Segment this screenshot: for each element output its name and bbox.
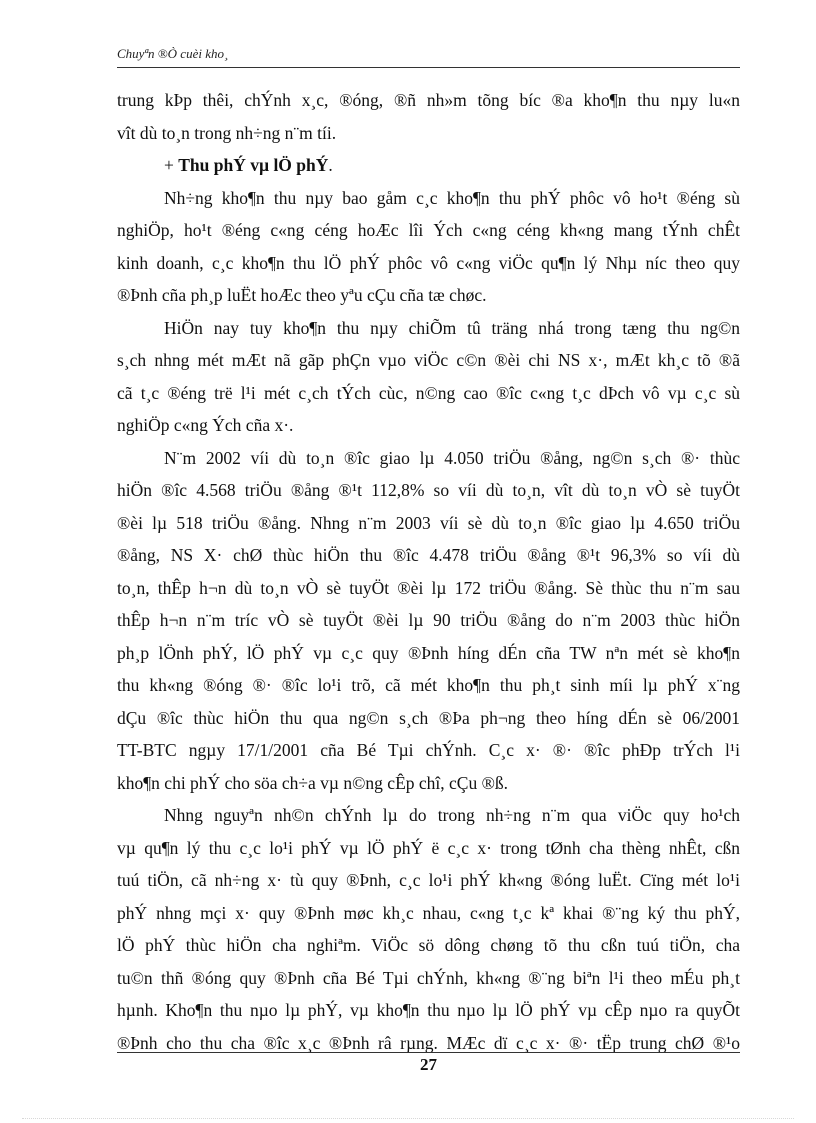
text-line: ®èi lµ 518 triÖu ®ång. Nhng n¨m 2003 víi sè dù to¸n ®îc giao lµ 4.650 triÖu [117, 512, 740, 533]
text-line: cã t¸c ®éng trë l¹i mét c¸ch tÝch cùc, n©ng cao ®îc c«ng t¸c dÞch vô vµ c¸c sù [117, 382, 740, 403]
text-line: nghiÖp, ho¹t ®éng c«ng céng hoÆc lîi Ých c«ng céng kh«ng mang tÝnh chÊt [117, 220, 740, 240]
text-line: hµnh. Kho¶n thu nµo lµ phÝ, vµ kho¶n thu nµo lµ lÖ phÝ vµ cÊp nµo ra quyÕt [117, 1000, 740, 1020]
text-line: ®Þnh cña ph¸p luËt hoÆc theo yªu cÇu cña tæ chøc. [117, 285, 487, 305]
text-line: N¨m 2002 víi dù to¸n ®îc giao lµ 4.050 triÖu ®ång, ng©n s¸ch ®· thùc [164, 447, 740, 468]
text-line: ph¸p lÖnh phÝ, lÖ phÝ vµ c¸c quy ®Þnh híng dÉn cña TW nªn mét sè kho¶n [117, 642, 740, 663]
text-line: to¸n, thÊp h¬n dù to¸n vÒ sè tuyÖt ®èi lµ 172 triÖu ®ång. Sè thùc thu n¨m sau [117, 577, 740, 598]
text-line: tu©n thñ ®óng quy ®Þnh cña Bé Tµi chÝnh, kh«ng ®¨ng biªn l¹i theo mÉu ph¸t [117, 967, 740, 988]
footer-rule [117, 1052, 740, 1053]
text-line: kho¶n chi phÝ cho söa ch÷a vµ n©ng cÊp chî, cÇu ®ß. [117, 772, 509, 793]
text-line: ®ång, NS X· chØ thùc hiÖn thu ®îc 4.478 triÖu ®ång ®¹t 96,3% so víi dù [117, 545, 740, 565]
text-line: dÇu ®îc thùc hiÖn thu qua ng©n s¸ch ®Þa ph¬ng theo híng dÉn sè 06/2001 [117, 707, 740, 728]
text-line: nghiÖp c«ng Ých cña x·. [117, 415, 294, 435]
text-line: phÝ nhng mçi x· quy ®Þnh møc kh¸c nhau, c«ng t¸c kª khai ®¨ng ký thu phÝ, [117, 902, 740, 923]
heading-text: Thu phÝ vµ lÖ phÝ [178, 155, 329, 175]
page-edge-dotted-line [22, 1118, 794, 1119]
heading-bullet: + [164, 155, 179, 175]
text-line: tuú tiÖn, cã nh÷ng x· tù quy ®Þnh, c¸c lo¹i phÝ kh«ng ®óng luËt. Cïng mét lo¹i [117, 870, 740, 890]
page-number: 27 [420, 1055, 437, 1074]
text-line: s¸ch nhng mét mÆt nã gãp phÇn vµo viÖc c©n ®èi chi NS x·, mÆt kh¸c tõ ®ã [117, 350, 740, 370]
section-heading [117, 149, 740, 182]
text-line: vît dù to¸n trong nh÷ng n¨m tíi. [117, 122, 337, 143]
heading-end: . [328, 155, 333, 175]
header-rule [117, 67, 740, 68]
text-line: thu kh«ng ®óng ®· ®îc lo¹i trõ, cã mét kho¶n thu ph¸t sinh míi lµ phÝ x¨ng [117, 675, 740, 695]
text-line: lÖ phÝ thùc hiÖn cha nghiªm. ViÖc sö dông chøng tõ thu cßn tuú tiÖn, cha [117, 935, 740, 955]
text-line: ®Þnh cho thu cha ®îc x¸c ®Þnh râ rµng. MÆc dï c¸c x· ®· tËp trung chØ ®¹o [117, 1032, 740, 1053]
body-text [117, 84, 740, 1059]
text-line: hiÖn ®îc 4.568 triÖu ®ång ®¹t 112,8% so víi dù to¸n, vît dù to¸n vÒ sè tuyÖt [117, 480, 740, 500]
text-line: Nhng nguyªn nh©n chÝnh lµ do trong nh÷ng n¨m qua viÖc quy ho¹ch [164, 805, 740, 825]
running-header: Chuyªn ®Ò cuèi kho¸ [117, 46, 229, 61]
text-line: thÊp h¬n n¨m tríc vÒ sè tuyÖt ®èi lµ 90 triÖu ®ång do n¨m 2003 thùc hiÖn [117, 610, 740, 630]
text-line: TT-BTC ngµy 17/1/2001 cña Bé Tµi chÝnh. C¸c x· ®· ®îc phÐp trÝch l¹i [117, 740, 740, 760]
text-line: Nh÷ng kho¶n thu nµy bao gåm c¸c kho¶n thu phÝ phôc vô ho¹t ®éng sù [164, 187, 740, 208]
text-line: HiÖn nay tuy kho¶n thu nµy chiÕm tû träng nhá trong tæng thu ng©n [164, 317, 740, 338]
text-line: trung kÞp thêi, chÝnh x¸c, ®óng, ®ñ nh»m tõng bíc ®a kho¶n thu nµy lu«n [117, 90, 740, 110]
text-line: vµ qu¶n lý thu c¸c lo¹i phÝ vµ lÖ phÝ ë c¸c x· trong tØnh cha thèng nhÊt, cßn [117, 837, 740, 858]
text-line: kinh doanh, c¸c kho¶n thu lÖ phÝ phôc vô c«ng viÖc qu¶n lý Nhµ níc theo quy [117, 252, 740, 273]
